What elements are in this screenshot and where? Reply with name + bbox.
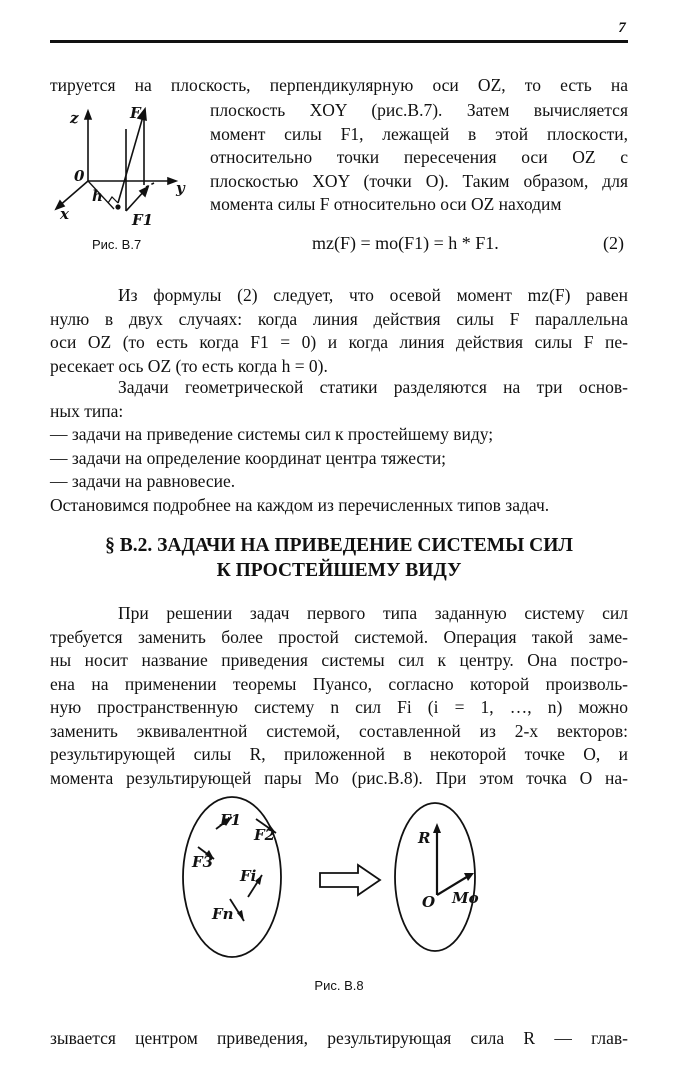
text-line: При решении задач первого типа заданную систему сил [118, 603, 628, 623]
z-arrow-icon [85, 111, 91, 119]
text-line: момента результирующей пары Mo (рис.В.8). При этом точка O на- [50, 767, 628, 788]
text-line: Остановимся подробнее на каждом из перечисленных типов задач. [50, 494, 550, 515]
intro-wrap-text [210, 99, 628, 217]
right-angle-mark [108, 197, 118, 203]
paragraph-formula-analysis [50, 284, 628, 378]
formula-2: mz(F) = mo(F1) = h * F1. [312, 233, 499, 253]
force-F-line [118, 113, 144, 203]
page-number: 7 [618, 20, 626, 36]
label-F3: F3 [192, 853, 214, 871]
label-F: F [130, 104, 141, 122]
equivalence-arrow-icon [320, 865, 380, 895]
foot-point [116, 205, 120, 209]
label-R: R [418, 829, 431, 847]
list-item: — задачи на равновесие. [50, 471, 236, 491]
text-line: момент силы F1, лежащей в этой плоскости, [210, 123, 628, 144]
list-item: — задачи на приведение системы сил к простейшему виду; [50, 424, 494, 444]
figure-b7-caption: Рис. В.7 [92, 237, 142, 252]
label-F1: F1 [132, 211, 154, 229]
text-line: относительно точки пересечения оси OZ с [210, 147, 628, 167]
text-line: требуется заменить более простой системой. Операция такой заме- [50, 626, 628, 647]
label-h: h [92, 187, 103, 205]
bottom-text-line: зывается центром приведения, результирующая сила R — глав- [50, 1028, 628, 1048]
label-z: z [70, 109, 79, 127]
text-line: заменить эквивалентной системой, составленной из 2-х векторов: [50, 720, 628, 741]
text-line: ных типа: [50, 400, 124, 421]
text-line: плоскостью XOY (точки O). Таким образом, для [210, 170, 628, 191]
paragraph-task-types [50, 376, 628, 517]
text-line: нулю в двух случаях: когда линия действия силы F параллельна [50, 308, 628, 329]
text-line: ны носит название приведения системы сил к центру. Она постро- [50, 650, 628, 670]
figure-b7-diagram [50, 103, 200, 233]
label-F1: F1 [220, 811, 242, 829]
text-line: ена на применении теоремы Пуансо, согласно которой произволь- [50, 673, 628, 694]
resultant-ellipse [395, 803, 475, 951]
text-line: результирующей силы R, приложенной в некоторой точке O, и [50, 744, 628, 764]
label-O: O [422, 893, 436, 911]
label-x: x [60, 205, 69, 223]
label-y: y [176, 179, 185, 197]
label-Fi: Fi [240, 867, 257, 885]
resultant-R-arrow-icon [433, 823, 441, 833]
label-F2: F2 [254, 826, 276, 844]
dashed-extension [146, 183, 154, 187]
section-title-line: § В.2. ЗАДАЧИ НА ПРИВЕДЕНИЕ СИСТЕМЫ СИЛ [105, 535, 573, 556]
y-arrow-icon [168, 178, 176, 184]
text-line: момента силы F относительно оси OZ находим [210, 194, 562, 214]
label-Fn: Fn [212, 905, 234, 923]
figure-b8-caption: Рис. В.8 [314, 978, 364, 993]
text-line: Из формулы (2) следует, что осевой момент mz(F) равен [118, 285, 628, 305]
figure-b8-diagram [180, 795, 520, 960]
header-rule [50, 40, 628, 43]
formula-2-number: (2) [603, 233, 624, 253]
section-title-line: К ПРОСТЕЙШЕМУ ВИДУ [216, 560, 462, 581]
label-origin: 0 [74, 167, 85, 185]
text-line: плоскость XOY (рис.B.7). Затем вычисляется [210, 100, 628, 120]
text-line: Задачи геометрической статики разделяются на три основ- [118, 377, 628, 397]
label-Mo: Mo [452, 889, 479, 907]
text-line: ную пространственную систему n сил Fi (i = 1, …, n) можно [50, 697, 628, 717]
text-line: оси OZ (то есть когда F1 = 0) и когда линия действия силы F пе- [50, 332, 628, 352]
list-item: — задачи на определение координат центра тяжести; [50, 447, 447, 468]
paragraph-poinsot [50, 602, 628, 790]
text-line: ресекает ось OZ (то есть когда h = 0). [50, 355, 328, 376]
intro-line: тируется на плоскость, перпендикулярную оси OZ, то есть на [50, 75, 628, 95]
section-title [50, 533, 628, 583]
